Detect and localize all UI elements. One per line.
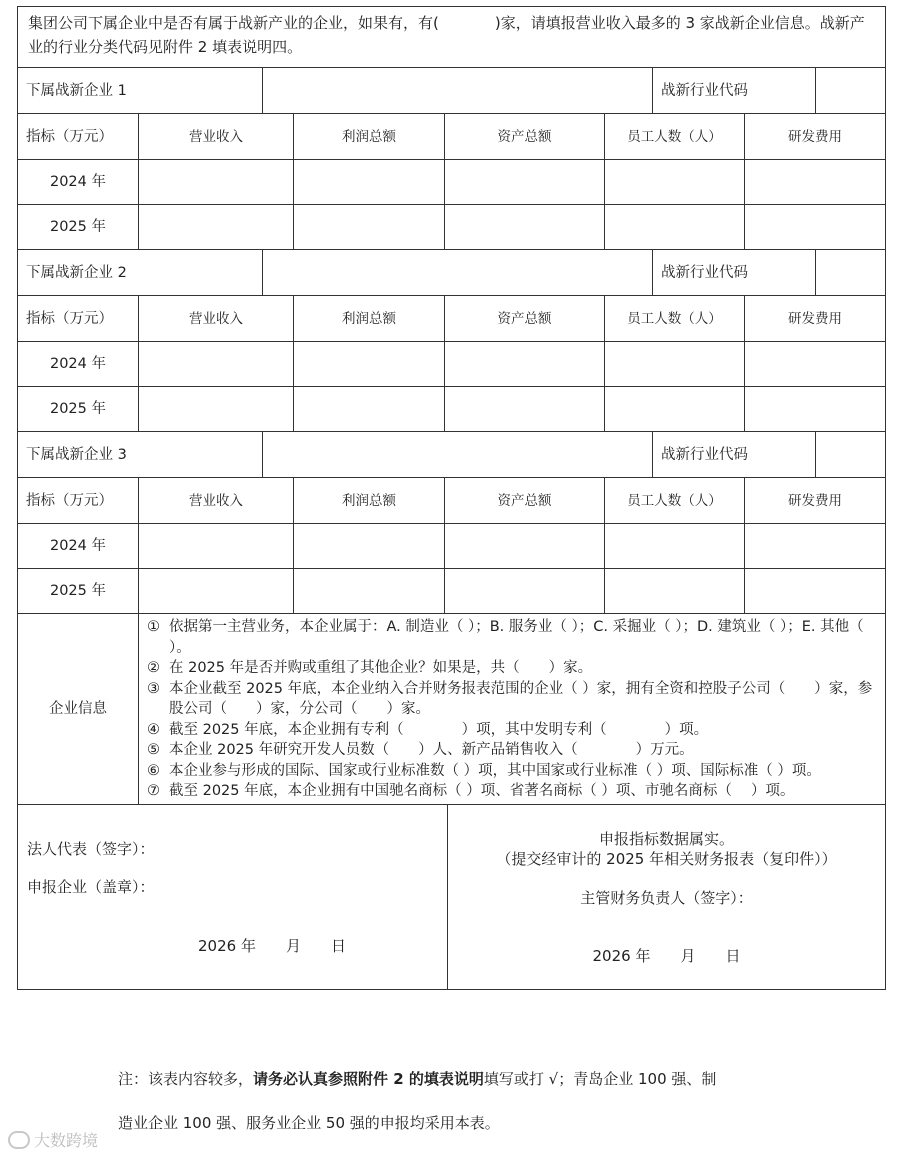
header-profit: 利润总额 xyxy=(294,296,445,341)
date-right[interactable]: 2026 年 月 日 xyxy=(592,946,741,965)
header-profit: 利润总额 xyxy=(294,114,445,159)
enterprise-2-profit-input[interactable] xyxy=(294,387,445,431)
info-item-number: ① xyxy=(147,619,160,635)
header-staff: 员工人数（人） xyxy=(605,296,745,341)
enterprise-2-code-label: 战新行业代码 xyxy=(653,250,816,295)
info-item-text[interactable]: 本企业参与形成的国际、国家或行业标准数（ ）项，其中国家或行业标准（ ）项、国际标准（ ）项。 xyxy=(169,762,821,779)
info-item-number: ② xyxy=(147,660,160,676)
year-label: 2024 年 xyxy=(18,524,139,568)
enterprise-1-rd-input[interactable] xyxy=(745,160,885,204)
enterprise-1-name-field[interactable] xyxy=(263,68,653,113)
enterprise-1-revenue-input[interactable] xyxy=(139,205,294,249)
intro-text-part2: )家，请填报营业收入最多的 3 家战新企业信息。战新产业的行业分类代码见附件 2 填表说明四。 xyxy=(28,14,865,56)
enterprise-1-year-row xyxy=(18,205,885,250)
info-item-number: ⑦ xyxy=(147,783,160,799)
note-prefix: 注：该表内容较多， xyxy=(118,1070,254,1088)
enterprise-1-profit-input[interactable] xyxy=(294,205,445,249)
note-line-2: 造业企业 100 强、服务业企业 50 强的申报均采用本表。 xyxy=(118,1114,500,1132)
enterprise-1-code-field[interactable] xyxy=(816,68,885,113)
info-item-text[interactable]: 本企业 2025 年研究开发人员数（ ）人、新产品销售收入（ ）万元。 xyxy=(169,742,694,758)
header-revenue: 营业收入 xyxy=(139,114,294,159)
enterprise-3-revenue-input[interactable] xyxy=(139,569,294,613)
enterprise-info-label: 企业信息 xyxy=(18,614,139,804)
header-revenue: 营业收入 xyxy=(139,296,294,341)
enterprise-3-header-row xyxy=(18,478,885,524)
intro-row xyxy=(18,7,885,68)
info-item-number: ④ xyxy=(147,721,160,738)
intro-text xyxy=(18,7,885,67)
enterprise-1-assets-input[interactable] xyxy=(445,160,605,204)
enterprise-2-name-row xyxy=(18,250,885,296)
enterprise-1-rd-input[interactable] xyxy=(745,205,885,249)
enterprise-2-year-row xyxy=(18,342,885,387)
enterprise-info-list xyxy=(139,614,885,804)
company-seal[interactable]: 申报企业（盖章）： xyxy=(27,877,155,896)
year-label: 2024 年 xyxy=(18,342,139,386)
intro-text-part1: 集团公司下属企业中是否有属于战新产业的企业，如果有，有( xyxy=(28,14,439,32)
enterprise-3-label: 下属战新企业 3 xyxy=(18,432,263,477)
enterprise-info-row xyxy=(18,614,885,805)
enterprise-1-label: 下属战新企业 1 xyxy=(18,68,263,113)
enterprise-2-assets-input[interactable] xyxy=(445,342,605,386)
watermark-text: 大数跨境 xyxy=(34,1131,99,1150)
info-item-text[interactable]: 截至 2025 年底，本企业拥有中国驰名商标（ ）项、省著名商标（ ）项、市驰名商标（ ）项。 xyxy=(169,783,795,799)
report-form xyxy=(17,6,886,990)
header-assets: 资产总额 xyxy=(445,114,605,159)
info-item-text[interactable]: 本企业截至 2025 年底，本企业纳入合并财务报表范围的企业（ ）家，拥有全资和控股子公司（ ）家，参股公司（ ）家，分公司（ ）家。 xyxy=(169,680,873,717)
enterprise-1-name-row xyxy=(18,68,885,114)
info-item xyxy=(147,740,877,761)
enterprise-2-revenue-input[interactable] xyxy=(139,342,294,386)
note-bold: 请务必认真参照附件 2 的填表说明 xyxy=(253,1070,484,1088)
enterprise-2-revenue-input[interactable] xyxy=(139,387,294,431)
enterprise-3-year-row xyxy=(18,569,885,614)
submit-note: （提交经审计的 2025 年相关财务报表（复印件）） xyxy=(496,849,837,868)
enterprise-2-year-row xyxy=(18,387,885,432)
enterprise-3-name-field[interactable] xyxy=(263,432,653,477)
legal-rep-signature[interactable]: 法人代表（签字）： xyxy=(27,839,155,858)
note-line-1 xyxy=(118,1068,716,1089)
enterprise-3-profit-input[interactable] xyxy=(294,569,445,613)
watermark xyxy=(8,1128,98,1151)
enterprise-3-assets-input[interactable] xyxy=(445,569,605,613)
enterprise-1-revenue-input[interactable] xyxy=(139,160,294,204)
enterprise-3-rd-input[interactable] xyxy=(745,569,885,613)
enterprise-1-year-row xyxy=(18,160,885,205)
watermark-logo-icon xyxy=(8,1131,30,1149)
header-assets: 资产总额 xyxy=(445,478,605,523)
enterprise-3-year-row xyxy=(18,524,885,569)
enterprise-2-assets-input[interactable] xyxy=(445,387,605,431)
enterprise-2-staff-input[interactable] xyxy=(605,387,745,431)
header-rd: 研发费用 xyxy=(788,492,842,509)
info-item-number: ⑤ xyxy=(147,742,160,758)
year-label: 2024 年 xyxy=(18,160,139,204)
date-left[interactable]: 2026 年 月 日 xyxy=(198,936,346,955)
year-label: 2025 年 xyxy=(18,205,139,249)
signature-row xyxy=(18,805,885,989)
enterprise-3-staff-input[interactable] xyxy=(605,569,745,613)
enterprise-3-rd-input[interactable] xyxy=(745,524,885,568)
enterprise-3-name-row xyxy=(18,432,885,478)
enterprise-3-code-label: 战新行业代码 xyxy=(653,432,816,477)
year-label: 2025 年 xyxy=(18,569,139,613)
enterprise-3-profit-input[interactable] xyxy=(294,524,445,568)
enterprise-2-name-field[interactable] xyxy=(263,250,653,295)
year-label: 2025 年 xyxy=(18,387,139,431)
enterprise-1-header-row xyxy=(18,114,885,160)
enterprise-2-profit-input[interactable] xyxy=(294,342,445,386)
enterprise-3-code-field[interactable] xyxy=(816,432,885,477)
info-item-number: ⑥ xyxy=(147,762,160,779)
signature-left xyxy=(18,805,448,989)
info-item xyxy=(147,781,877,802)
enterprise-3-revenue-input[interactable] xyxy=(139,524,294,568)
finance-head-signature[interactable]: 主管财务负责人（签字）： xyxy=(580,888,753,907)
info-item-text[interactable]: 截至 2025 年底，本企业拥有专利（ ）项，其中发明专利（ ）项。 xyxy=(169,721,709,738)
info-item xyxy=(147,761,877,782)
header-staff: 员工人数（人） xyxy=(605,478,745,523)
note-suffix: 填写或打 √；青岛企业 100 强、制 xyxy=(483,1070,717,1088)
enterprise-3-assets-input[interactable] xyxy=(445,524,605,568)
enterprise-2-staff-input[interactable] xyxy=(605,342,745,386)
info-item xyxy=(147,679,877,720)
signature-right xyxy=(448,805,885,989)
header-indicator: 指标（万元） xyxy=(18,296,139,341)
info-item-number: ③ xyxy=(147,680,160,697)
enterprise-3-staff-input[interactable] xyxy=(605,524,745,568)
header-profit: 利润总额 xyxy=(294,478,445,523)
enterprise-1-staff-input[interactable] xyxy=(605,205,745,249)
info-item xyxy=(147,658,877,679)
header-indicator: 指标（万元） xyxy=(18,114,139,159)
enterprise-1-code-label: 战新行业代码 xyxy=(653,68,816,113)
enterprise-1-staff-input[interactable] xyxy=(605,160,745,204)
header-indicator: 指标（万元） xyxy=(18,478,139,523)
enterprise-2-rd-input[interactable] xyxy=(745,342,885,386)
info-item-text[interactable]: 在 2025 年是否并购或重组了其他企业？如果是，共（ ）家。 xyxy=(169,660,593,676)
header-rd: 研发费用 xyxy=(788,310,842,327)
header-rd: 研发费用 xyxy=(788,128,842,145)
enterprise-2-label: 下属战新企业 2 xyxy=(18,250,263,295)
header-assets: 资产总额 xyxy=(445,296,605,341)
header-staff: 员工人数（人） xyxy=(605,114,745,159)
info-item xyxy=(147,720,877,741)
enterprise-2-rd-input[interactable] xyxy=(745,387,885,431)
enterprise-1-assets-input[interactable] xyxy=(445,205,605,249)
enterprise-1-profit-input[interactable] xyxy=(294,160,445,204)
enterprise-2-header-row xyxy=(18,296,885,342)
info-item xyxy=(147,617,877,658)
enterprise-2-code-field[interactable] xyxy=(816,250,885,295)
header-revenue: 营业收入 xyxy=(139,478,294,523)
declare-text: 申报指标数据属实。 xyxy=(598,829,734,848)
info-item-text[interactable]: 依据第一主营业务，本企业属于：A. 制造业（ ）；B. 服务业（ ）；C. 采掘业（ ）；D. 建筑业（ ）；E. 其他（ ）。 xyxy=(169,619,864,656)
